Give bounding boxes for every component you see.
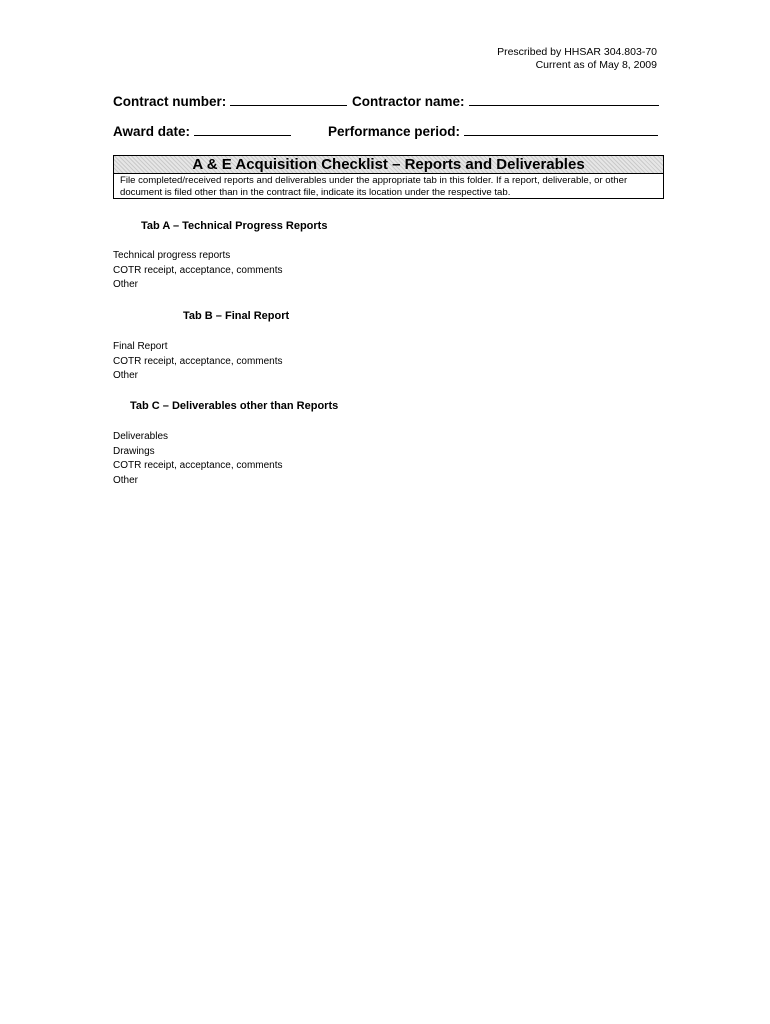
list-item: Final Report <box>113 341 168 352</box>
award-date-blank[interactable] <box>194 122 291 136</box>
current-as-of-line: Current as of May 8, 2009 <box>535 59 657 71</box>
contractor-name-label: Contractor name: <box>352 94 465 109</box>
performance-period-label: Performance period: <box>328 124 461 139</box>
award-date-label: Award date: <box>113 124 191 139</box>
contract-number-blank[interactable] <box>230 92 347 106</box>
list-item: Deliverables <box>113 431 169 442</box>
award-date-field[interactable] <box>113 122 291 139</box>
checklist-instructions: File completed/received reports and deliverables under the appropriate tab in this folder. If a report, deliverable, or other document is filed other than in the contract file, indicate its location under the respective tab. <box>120 175 628 198</box>
list-item: Drawings <box>113 445 155 457</box>
performance-period-blank[interactable] <box>464 122 658 136</box>
tab-b-list <box>113 340 283 384</box>
list-item: Other <box>113 370 139 382</box>
prescribed-block <box>497 46 657 72</box>
contract-number-label: Contract number: <box>113 94 227 109</box>
performance-period-field[interactable] <box>328 122 658 139</box>
list-item: COTR receipt, acceptance, comments <box>113 460 283 472</box>
tab-a-list <box>113 249 283 293</box>
tab-c-heading: Tab C – Deliverables other than Reports <box>130 400 339 412</box>
checklist-title-box <box>113 155 664 199</box>
list-item: Other <box>113 279 139 291</box>
tab-b-heading: Tab B – Final Report <box>183 310 290 322</box>
contractor-name-blank[interactable] <box>469 92 659 106</box>
list-item: Technical progress reports <box>113 250 231 261</box>
list-item: COTR receipt, acceptance, comments <box>113 355 283 367</box>
contractor-name-field[interactable] <box>352 92 659 109</box>
list-item: Other <box>113 474 139 486</box>
prescribed-line: Prescribed by HHSAR 304.803-70 <box>497 46 657 58</box>
tab-a-heading: Tab A – Technical Progress Reports <box>141 220 328 232</box>
checklist-title: A & E Acquisition Checklist – Reports and Deliverables <box>114 156 663 174</box>
contract-number-field[interactable] <box>113 92 347 109</box>
tab-c-list <box>113 430 283 488</box>
list-item: COTR receipt, acceptance, comments <box>113 264 283 276</box>
